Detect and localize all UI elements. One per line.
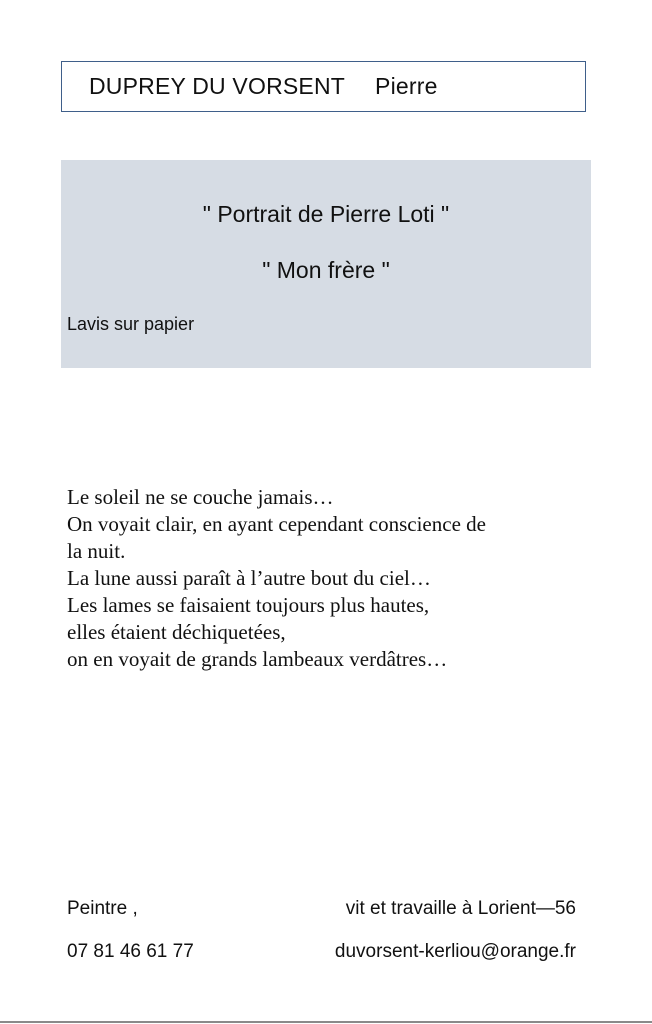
artist-location: vit et travaille à Lorient—56 — [345, 898, 576, 919]
poem-line: elles étaient déchiquetées, — [67, 620, 286, 644]
artwork-title-panel — [61, 160, 591, 368]
bottom-divider — [0, 1021, 652, 1023]
footer-profession-row — [67, 898, 576, 920]
phone-number: 07 81 46 61 77 — [67, 941, 194, 962]
email-address: duvorsent-kerliou@orange.fr — [334, 941, 576, 962]
poem-line: la nuit. — [67, 539, 126, 563]
artwork-technique: Lavis sur papier — [67, 314, 195, 334]
artist-given-name: Pierre — [375, 73, 438, 99]
poem-line: Le soleil ne se couche jamais… — [67, 485, 334, 509]
poem-line: on en voyait de grands lambeaux verdâtres… — [67, 647, 448, 671]
poem-line: Les lames se faisaient toujours plus hautes, — [67, 593, 430, 617]
poem-quote — [67, 484, 607, 673]
poem-line: La lune aussi paraît à l’autre bout du ciel… — [67, 566, 431, 590]
artist-name-box — [61, 61, 586, 112]
artwork-title: " Portrait de Pierre Loti " — [202, 201, 450, 227]
artwork-subtitle: " Mon frère " — [262, 257, 390, 283]
artist-profession: Peintre , — [67, 898, 138, 919]
footer-contact-row — [67, 941, 576, 963]
artist-surname: DUPREY DU VORSENT — [89, 73, 346, 99]
poem-line: On voyait clair, en ayant cependant conscience de — [67, 512, 486, 536]
